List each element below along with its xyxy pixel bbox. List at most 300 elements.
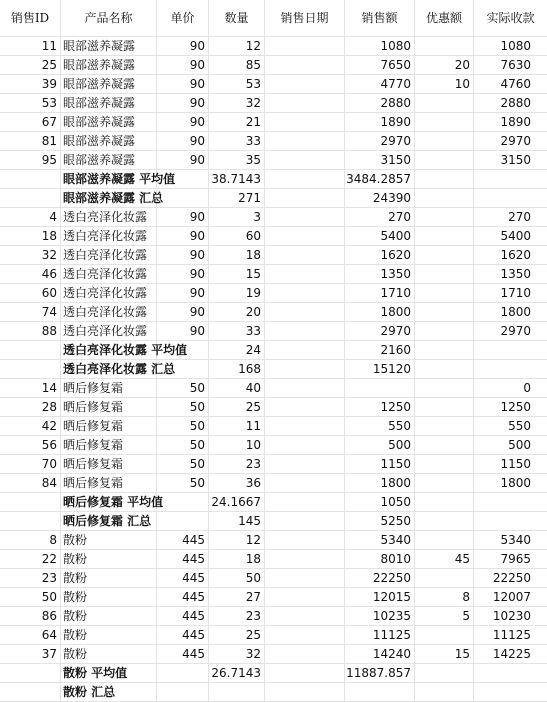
sale-date-cell[interactable] bbox=[265, 151, 345, 170]
discount-cell[interactable] bbox=[415, 322, 474, 341]
actual-received-cell[interactable]: 1710 bbox=[474, 284, 547, 303]
sales-amount-cell[interactable]: 3484.2857 bbox=[345, 170, 415, 189]
table-row bbox=[0, 322, 547, 341]
sales-id-cell[interactable]: 4 bbox=[0, 208, 61, 227]
discount-cell[interactable] bbox=[415, 113, 474, 132]
sale-date-cell[interactable] bbox=[265, 645, 345, 664]
sales-id-cell[interactable]: 64 bbox=[0, 626, 61, 645]
unit-price-cell[interactable]: 90 bbox=[157, 94, 209, 113]
discount-cell[interactable]: 15 bbox=[415, 645, 474, 664]
header-discount[interactable]: 优惠额 bbox=[415, 0, 474, 37]
sales-amount-cell[interactable]: 1080 bbox=[345, 37, 415, 56]
actual-received-cell[interactable]: 1350 bbox=[474, 265, 547, 284]
table-row bbox=[0, 645, 547, 664]
product-name-cell[interactable]: 眼部滋养凝露 bbox=[61, 56, 157, 75]
subtotal-row bbox=[0, 493, 547, 512]
sale-date-cell[interactable] bbox=[265, 379, 345, 398]
unit-price-cell[interactable] bbox=[157, 664, 209, 683]
sales-id-cell[interactable]: 18 bbox=[0, 227, 61, 246]
sales-id-cell[interactable]: 95 bbox=[0, 151, 61, 170]
product-name-cell[interactable]: 眼部滋养凝露 bbox=[61, 94, 157, 113]
sales-id-cell[interactable]: 84 bbox=[0, 474, 61, 493]
sales-id-cell[interactable] bbox=[0, 170, 61, 189]
unit-price-cell[interactable]: 50 bbox=[157, 455, 209, 474]
quantity-cell[interactable]: 32 bbox=[209, 94, 265, 113]
sale-date-cell[interactable] bbox=[265, 512, 345, 531]
actual-received-cell[interactable]: 7965 bbox=[474, 550, 547, 569]
discount-cell[interactable] bbox=[415, 379, 474, 398]
actual-received-cell[interactable]: 1800 bbox=[474, 474, 547, 493]
actual-received-cell[interactable]: 500 bbox=[474, 436, 547, 455]
product-name-cell[interactable]: 散粉 平均值 bbox=[61, 664, 157, 683]
sales-amount-cell[interactable]: 500 bbox=[345, 436, 415, 455]
product-name-cell[interactable]: 透白亮泽化妆露 bbox=[61, 265, 157, 284]
sales-amount-cell[interactable]: 2160 bbox=[345, 341, 415, 360]
actual-received-cell[interactable] bbox=[474, 683, 547, 702]
actual-received-cell[interactable]: 10230 bbox=[474, 607, 547, 626]
sales-amount-cell[interactable]: 1250 bbox=[345, 398, 415, 417]
sales-amount-cell[interactable]: 1800 bbox=[345, 303, 415, 322]
quantity-cell[interactable]: 20 bbox=[209, 303, 265, 322]
product-name-cell[interactable]: 透白亮泽化妆露 bbox=[61, 322, 157, 341]
actual-received-cell[interactable] bbox=[474, 664, 547, 683]
product-name-cell[interactable]: 透白亮泽化妆露 bbox=[61, 284, 157, 303]
discount-cell[interactable] bbox=[415, 303, 474, 322]
sales-id-cell[interactable]: 46 bbox=[0, 265, 61, 284]
actual-received-cell[interactable]: 2970 bbox=[474, 132, 547, 151]
sale-date-cell[interactable] bbox=[265, 284, 345, 303]
discount-cell[interactable] bbox=[415, 170, 474, 189]
header-sales-id[interactable]: 销售ID bbox=[0, 0, 61, 37]
product-name-cell[interactable]: 晒后修复霜 bbox=[61, 417, 157, 436]
product-name-cell[interactable]: 透白亮泽化妆露 bbox=[61, 208, 157, 227]
actual-received-cell[interactable] bbox=[474, 493, 547, 512]
quantity-cell[interactable]: 3 bbox=[209, 208, 265, 227]
table-row bbox=[0, 246, 547, 265]
sale-date-cell[interactable] bbox=[265, 322, 345, 341]
product-name-cell[interactable]: 透白亮泽化妆露 bbox=[61, 246, 157, 265]
unit-price-cell[interactable]: 90 bbox=[157, 246, 209, 265]
actual-received-cell[interactable]: 1150 bbox=[474, 455, 547, 474]
quantity-cell[interactable]: 24 bbox=[209, 341, 265, 360]
sales-id-cell[interactable]: 23 bbox=[0, 569, 61, 588]
table-row bbox=[0, 94, 547, 113]
actual-received-cell[interactable]: 4760 bbox=[474, 75, 547, 94]
sales-id-cell[interactable]: 37 bbox=[0, 645, 61, 664]
sales-id-cell[interactable]: 22 bbox=[0, 550, 61, 569]
header-sales-amount[interactable]: 销售额 bbox=[345, 0, 415, 37]
product-name-cell[interactable]: 散粉 bbox=[61, 550, 157, 569]
sale-date-cell[interactable] bbox=[265, 493, 345, 512]
sale-date-cell[interactable] bbox=[265, 113, 345, 132]
sale-date-cell[interactable] bbox=[265, 455, 345, 474]
sales-amount-cell[interactable]: 5400 bbox=[345, 227, 415, 246]
quantity-cell[interactable]: 27 bbox=[209, 588, 265, 607]
actual-received-cell[interactable]: 0 bbox=[474, 379, 547, 398]
table-row bbox=[0, 398, 547, 417]
sales-amount-cell[interactable]: 12015 bbox=[345, 588, 415, 607]
sales-amount-cell[interactable]: 8010 bbox=[345, 550, 415, 569]
sales-amount-cell[interactable]: 22250 bbox=[345, 569, 415, 588]
sales-id-cell[interactable]: 39 bbox=[0, 75, 61, 94]
sales-id-cell[interactable]: 56 bbox=[0, 436, 61, 455]
table-row bbox=[0, 132, 547, 151]
discount-cell[interactable] bbox=[415, 531, 474, 550]
sale-date-cell[interactable] bbox=[265, 75, 345, 94]
sale-date-cell[interactable] bbox=[265, 588, 345, 607]
product-name-cell[interactable]: 晒后修复霜 汇总 bbox=[61, 512, 157, 531]
discount-cell[interactable] bbox=[415, 151, 474, 170]
actual-received-cell[interactable]: 550 bbox=[474, 417, 547, 436]
discount-cell[interactable] bbox=[415, 569, 474, 588]
quantity-cell[interactable]: 36 bbox=[209, 474, 265, 493]
product-name-cell[interactable]: 眼部滋养凝露 汇总 bbox=[61, 189, 157, 208]
quantity-cell[interactable]: 15 bbox=[209, 265, 265, 284]
unit-price-cell[interactable]: 90 bbox=[157, 56, 209, 75]
quantity-cell[interactable]: 25 bbox=[209, 626, 265, 645]
actual-received-cell[interactable]: 1620 bbox=[474, 246, 547, 265]
quantity-cell[interactable]: 145 bbox=[209, 512, 265, 531]
product-name-cell[interactable]: 散粉 bbox=[61, 531, 157, 550]
sale-date-cell[interactable] bbox=[265, 132, 345, 151]
product-name-cell[interactable]: 散粉 bbox=[61, 607, 157, 626]
quantity-cell[interactable]: 50 bbox=[209, 569, 265, 588]
sales-id-cell[interactable] bbox=[0, 683, 61, 702]
actual-received-cell[interactable]: 1800 bbox=[474, 303, 547, 322]
sale-date-cell[interactable] bbox=[265, 246, 345, 265]
sale-date-cell[interactable] bbox=[265, 531, 345, 550]
sales-id-cell[interactable]: 88 bbox=[0, 322, 61, 341]
sales-id-cell[interactable]: 25 bbox=[0, 56, 61, 75]
discount-cell[interactable] bbox=[415, 683, 474, 702]
discount-cell[interactable] bbox=[415, 626, 474, 645]
unit-price-cell[interactable] bbox=[157, 189, 209, 208]
product-name-cell[interactable]: 晒后修复霜 bbox=[61, 379, 157, 398]
unit-price-cell[interactable]: 50 bbox=[157, 436, 209, 455]
header-actual-received[interactable]: 实际收款 bbox=[474, 0, 547, 37]
discount-cell[interactable] bbox=[415, 208, 474, 227]
sales-id-cell[interactable]: 60 bbox=[0, 284, 61, 303]
sales-id-cell[interactable] bbox=[0, 360, 61, 379]
discount-cell[interactable] bbox=[415, 246, 474, 265]
sales-amount-cell[interactable]: 14240 bbox=[345, 645, 415, 664]
actual-received-cell[interactable]: 22250 bbox=[474, 569, 547, 588]
sales-amount-cell[interactable]: 2970 bbox=[345, 322, 415, 341]
sales-amount-cell[interactable]: 11887.857 bbox=[345, 664, 415, 683]
sales-amount-cell[interactable]: 5340 bbox=[345, 531, 415, 550]
actual-received-cell[interactable] bbox=[474, 360, 547, 379]
product-name-cell[interactable]: 眼部滋养凝露 bbox=[61, 132, 157, 151]
unit-price-cell[interactable]: 445 bbox=[157, 607, 209, 626]
table-row bbox=[0, 607, 547, 626]
sales-id-cell[interactable] bbox=[0, 512, 61, 531]
sales-id-cell[interactable]: 28 bbox=[0, 398, 61, 417]
product-name-cell[interactable]: 晒后修复霜 bbox=[61, 398, 157, 417]
sales-amount-cell[interactable]: 1350 bbox=[345, 265, 415, 284]
unit-price-cell[interactable]: 90 bbox=[157, 75, 209, 94]
quantity-cell[interactable]: 35 bbox=[209, 151, 265, 170]
sales-amount-cell[interactable]: 7650 bbox=[345, 56, 415, 75]
sales-amount-cell[interactable]: 270 bbox=[345, 208, 415, 227]
unit-price-cell[interactable]: 90 bbox=[157, 265, 209, 284]
sale-date-cell[interactable] bbox=[265, 341, 345, 360]
table-row bbox=[0, 569, 547, 588]
product-name-cell[interactable]: 眼部滋养凝露 bbox=[61, 37, 157, 56]
unit-price-cell[interactable]: 445 bbox=[157, 645, 209, 664]
actual-received-cell[interactable]: 3150 bbox=[474, 151, 547, 170]
header-quantity[interactable]: 数量 bbox=[209, 0, 265, 37]
quantity-cell[interactable]: 12 bbox=[209, 37, 265, 56]
unit-price-cell[interactable]: 445 bbox=[157, 531, 209, 550]
sales-id-cell[interactable]: 42 bbox=[0, 417, 61, 436]
actual-received-cell[interactable]: 12007 bbox=[474, 588, 547, 607]
sale-date-cell[interactable] bbox=[265, 550, 345, 569]
product-name-cell[interactable]: 透白亮泽化妆露 bbox=[61, 227, 157, 246]
sales-id-cell[interactable]: 11 bbox=[0, 37, 61, 56]
discount-cell[interactable] bbox=[415, 398, 474, 417]
sale-date-cell[interactable] bbox=[265, 227, 345, 246]
unit-price-cell[interactable]: 90 bbox=[157, 132, 209, 151]
sale-date-cell[interactable] bbox=[265, 94, 345, 113]
quantity-cell[interactable]: 26.7143 bbox=[209, 664, 265, 683]
sales-amount-cell[interactable]: 2880 bbox=[345, 94, 415, 113]
sale-date-cell[interactable] bbox=[265, 436, 345, 455]
actual-received-cell[interactable] bbox=[474, 189, 547, 208]
table-row bbox=[0, 436, 547, 455]
table-row bbox=[0, 455, 547, 474]
product-name-cell[interactable]: 眼部滋养凝露 bbox=[61, 113, 157, 132]
sales-amount-cell[interactable] bbox=[345, 379, 415, 398]
quantity-cell[interactable]: 10 bbox=[209, 436, 265, 455]
sale-date-cell[interactable] bbox=[265, 56, 345, 75]
unit-price-cell[interactable]: 90 bbox=[157, 227, 209, 246]
header-product-name[interactable]: 产品名称 bbox=[61, 0, 157, 37]
actual-received-cell[interactable]: 7630 bbox=[474, 56, 547, 75]
product-name-cell[interactable]: 眼部滋养凝露 bbox=[61, 75, 157, 94]
sale-date-cell[interactable] bbox=[265, 607, 345, 626]
discount-cell[interactable] bbox=[415, 284, 474, 303]
product-name-cell[interactable]: 散粉 bbox=[61, 588, 157, 607]
sale-date-cell[interactable] bbox=[265, 474, 345, 493]
sale-date-cell[interactable] bbox=[265, 303, 345, 322]
sales-amount-cell[interactable]: 4770 bbox=[345, 75, 415, 94]
discount-cell[interactable]: 20 bbox=[415, 56, 474, 75]
unit-price-cell[interactable]: 50 bbox=[157, 417, 209, 436]
quantity-cell[interactable]: 24.1667 bbox=[209, 493, 265, 512]
sales-amount-cell[interactable]: 10235 bbox=[345, 607, 415, 626]
sales-id-cell[interactable] bbox=[0, 341, 61, 360]
actual-received-cell[interactable] bbox=[474, 341, 547, 360]
unit-price-cell[interactable]: 445 bbox=[157, 626, 209, 645]
sale-date-cell[interactable] bbox=[265, 683, 345, 702]
sales-id-cell[interactable]: 67 bbox=[0, 113, 61, 132]
sales-id-cell[interactable] bbox=[0, 664, 61, 683]
sales-amount-cell[interactable]: 1800 bbox=[345, 474, 415, 493]
sale-date-cell[interactable] bbox=[265, 208, 345, 227]
discount-cell[interactable] bbox=[415, 512, 474, 531]
actual-received-cell[interactable]: 5400 bbox=[474, 227, 547, 246]
discount-cell[interactable] bbox=[415, 94, 474, 113]
unit-price-cell[interactable]: 90 bbox=[157, 37, 209, 56]
product-name-cell[interactable]: 眼部滋养凝露 bbox=[61, 151, 157, 170]
unit-price-cell[interactable]: 445 bbox=[157, 588, 209, 607]
actual-received-cell[interactable] bbox=[474, 512, 547, 531]
quantity-cell[interactable]: 23 bbox=[209, 455, 265, 474]
product-name-cell[interactable]: 散粉 bbox=[61, 569, 157, 588]
sales-id-cell[interactable] bbox=[0, 493, 61, 512]
quantity-cell[interactable]: 40 bbox=[209, 379, 265, 398]
product-name-cell[interactable]: 晒后修复霜 bbox=[61, 474, 157, 493]
sales-amount-cell[interactable] bbox=[345, 683, 415, 702]
sales-id-cell[interactable]: 70 bbox=[0, 455, 61, 474]
sale-date-cell[interactable] bbox=[265, 189, 345, 208]
actual-received-cell[interactable]: 14225 bbox=[474, 645, 547, 664]
sales-amount-cell[interactable]: 1710 bbox=[345, 284, 415, 303]
quantity-cell[interactable]: 25 bbox=[209, 398, 265, 417]
sales-amount-cell[interactable]: 1050 bbox=[345, 493, 415, 512]
quantity-cell[interactable]: 23 bbox=[209, 607, 265, 626]
quantity-cell[interactable]: 85 bbox=[209, 56, 265, 75]
subtotal-row bbox=[0, 170, 547, 189]
discount-cell[interactable] bbox=[415, 474, 474, 493]
sales-id-cell[interactable]: 53 bbox=[0, 94, 61, 113]
quantity-cell[interactable]: 11 bbox=[209, 417, 265, 436]
subtotal-row bbox=[0, 360, 547, 379]
sale-date-cell[interactable] bbox=[265, 626, 345, 645]
actual-received-cell[interactable]: 270 bbox=[474, 208, 547, 227]
sale-date-cell[interactable] bbox=[265, 417, 345, 436]
discount-cell[interactable] bbox=[415, 455, 474, 474]
unit-price-cell[interactable]: 445 bbox=[157, 550, 209, 569]
sales-id-cell[interactable]: 14 bbox=[0, 379, 61, 398]
unit-price-cell[interactable] bbox=[157, 493, 209, 512]
sales-amount-cell[interactable]: 11125 bbox=[345, 626, 415, 645]
unit-price-cell[interactable]: 90 bbox=[157, 322, 209, 341]
sales-amount-cell[interactable]: 15120 bbox=[345, 360, 415, 379]
table-row bbox=[0, 113, 547, 132]
quantity-cell[interactable]: 53 bbox=[209, 75, 265, 94]
actual-received-cell[interactable]: 1250 bbox=[474, 398, 547, 417]
product-name-cell[interactable]: 散粉 bbox=[61, 645, 157, 664]
discount-cell[interactable] bbox=[415, 360, 474, 379]
quantity-cell[interactable] bbox=[209, 683, 265, 702]
product-name-cell[interactable]: 晒后修复霜 平均值 bbox=[61, 493, 157, 512]
discount-cell[interactable]: 10 bbox=[415, 75, 474, 94]
quantity-cell[interactable]: 38.7143 bbox=[209, 170, 265, 189]
actual-received-cell[interactable]: 5340 bbox=[474, 531, 547, 550]
quantity-cell[interactable]: 18 bbox=[209, 246, 265, 265]
quantity-cell[interactable]: 12 bbox=[209, 531, 265, 550]
discount-cell[interactable] bbox=[415, 265, 474, 284]
product-name-cell[interactable]: 晒后修复霜 bbox=[61, 436, 157, 455]
unit-price-cell[interactable]: 90 bbox=[157, 208, 209, 227]
quantity-cell[interactable]: 33 bbox=[209, 322, 265, 341]
discount-cell[interactable] bbox=[415, 341, 474, 360]
sales-amount-cell[interactable]: 24390 bbox=[345, 189, 415, 208]
product-name-cell[interactable]: 散粉 汇总 bbox=[61, 683, 157, 702]
quantity-cell[interactable]: 32 bbox=[209, 645, 265, 664]
discount-cell[interactable]: 5 bbox=[415, 607, 474, 626]
sales-amount-cell[interactable]: 3150 bbox=[345, 151, 415, 170]
discount-cell[interactable] bbox=[415, 417, 474, 436]
quantity-cell[interactable]: 33 bbox=[209, 132, 265, 151]
discount-cell[interactable]: 45 bbox=[415, 550, 474, 569]
unit-price-cell[interactable] bbox=[157, 683, 209, 702]
discount-cell[interactable] bbox=[415, 189, 474, 208]
actual-received-cell[interactable] bbox=[474, 170, 547, 189]
product-name-cell[interactable]: 透白亮泽化妆露 平均值 bbox=[61, 341, 157, 360]
discount-cell[interactable]: 8 bbox=[415, 588, 474, 607]
quantity-cell[interactable]: 60 bbox=[209, 227, 265, 246]
actual-received-cell[interactable]: 2970 bbox=[474, 322, 547, 341]
sales-id-cell[interactable]: 74 bbox=[0, 303, 61, 322]
sale-date-cell[interactable] bbox=[265, 360, 345, 379]
sales-id-cell[interactable]: 81 bbox=[0, 132, 61, 151]
unit-price-cell[interactable]: 50 bbox=[157, 398, 209, 417]
discount-cell[interactable] bbox=[415, 436, 474, 455]
unit-price-cell[interactable]: 445 bbox=[157, 569, 209, 588]
sales-id-cell[interactable]: 50 bbox=[0, 588, 61, 607]
sales-id-cell[interactable]: 86 bbox=[0, 607, 61, 626]
unit-price-cell[interactable]: 50 bbox=[157, 379, 209, 398]
product-name-cell[interactable]: 眼部滋养凝露 平均值 bbox=[61, 170, 157, 189]
quantity-cell[interactable]: 18 bbox=[209, 550, 265, 569]
sales-amount-cell[interactable]: 5250 bbox=[345, 512, 415, 531]
quantity-cell[interactable]: 21 bbox=[209, 113, 265, 132]
unit-price-cell[interactable]: 90 bbox=[157, 303, 209, 322]
sale-date-cell[interactable] bbox=[265, 398, 345, 417]
discount-cell[interactable] bbox=[415, 132, 474, 151]
sale-date-cell[interactable] bbox=[265, 569, 345, 588]
sales-amount-cell[interactable]: 1150 bbox=[345, 455, 415, 474]
sale-date-cell[interactable] bbox=[265, 37, 345, 56]
product-name-cell[interactable]: 透白亮泽化妆露 汇总 bbox=[61, 360, 157, 379]
sales-id-cell[interactable]: 32 bbox=[0, 246, 61, 265]
discount-cell[interactable] bbox=[415, 493, 474, 512]
sales-id-cell[interactable] bbox=[0, 189, 61, 208]
sale-date-cell[interactable] bbox=[265, 265, 345, 284]
sale-date-cell[interactable] bbox=[265, 170, 345, 189]
sales-id-cell[interactable]: 8 bbox=[0, 531, 61, 550]
quantity-cell[interactable]: 168 bbox=[209, 360, 265, 379]
sales-amount-cell[interactable]: 2970 bbox=[345, 132, 415, 151]
quantity-cell[interactable]: 271 bbox=[209, 189, 265, 208]
product-name-cell[interactable]: 透白亮泽化妆露 bbox=[61, 303, 157, 322]
actual-received-cell[interactable]: 11125 bbox=[474, 626, 547, 645]
unit-price-cell[interactable]: 90 bbox=[157, 113, 209, 132]
discount-cell[interactable] bbox=[415, 37, 474, 56]
unit-price-cell[interactable]: 50 bbox=[157, 474, 209, 493]
header-unit-price[interactable]: 单价 bbox=[157, 0, 209, 37]
table-row bbox=[0, 56, 547, 75]
product-name-cell[interactable]: 晒后修复霜 bbox=[61, 455, 157, 474]
unit-price-cell[interactable]: 90 bbox=[157, 284, 209, 303]
actual-received-cell[interactable]: 2880 bbox=[474, 94, 547, 113]
sale-date-cell[interactable] bbox=[265, 664, 345, 683]
discount-cell[interactable] bbox=[415, 227, 474, 246]
actual-received-cell[interactable]: 1080 bbox=[474, 37, 547, 56]
sales-amount-cell[interactable]: 550 bbox=[345, 417, 415, 436]
actual-received-cell[interactable]: 1890 bbox=[474, 113, 547, 132]
product-name-cell[interactable]: 散粉 bbox=[61, 626, 157, 645]
unit-price-cell[interactable] bbox=[157, 512, 209, 531]
discount-cell[interactable] bbox=[415, 664, 474, 683]
unit-price-cell[interactable]: 90 bbox=[157, 151, 209, 170]
header-sale-date[interactable]: 销售日期 bbox=[265, 0, 345, 37]
sales-amount-cell[interactable]: 1620 bbox=[345, 246, 415, 265]
quantity-cell[interactable]: 19 bbox=[209, 284, 265, 303]
sales-amount-cell[interactable]: 1890 bbox=[345, 113, 415, 132]
